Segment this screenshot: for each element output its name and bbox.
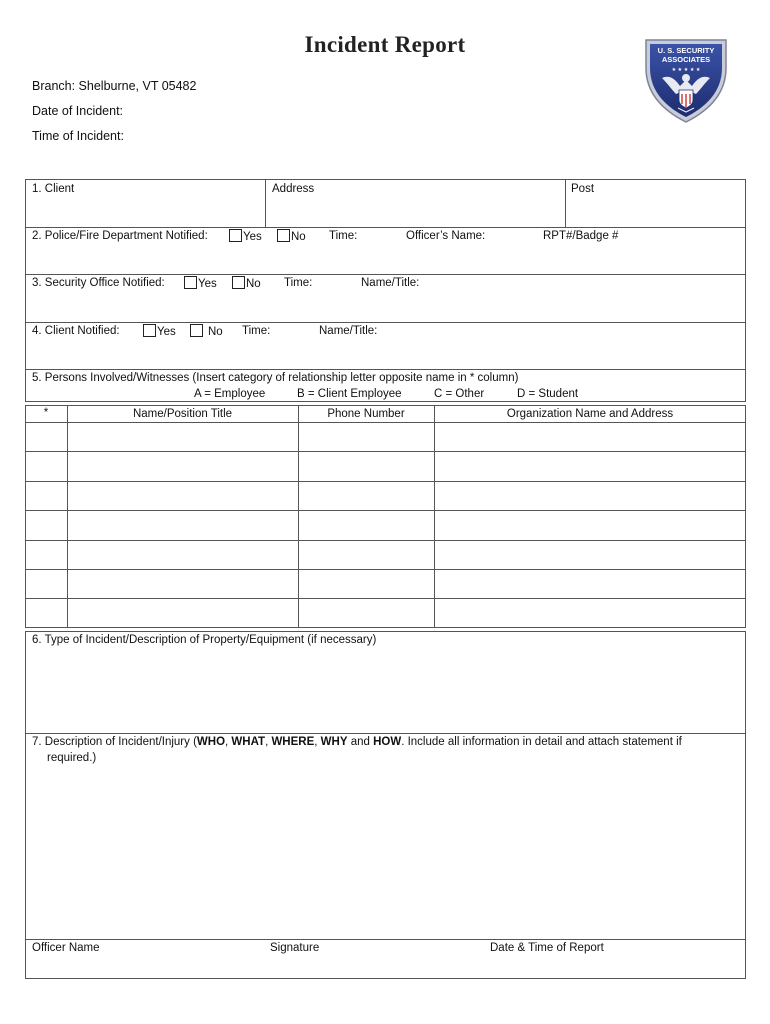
date-of-incident-label: Date of Incident: [32, 104, 124, 118]
svg-text:U. S. SECURITY: U. S. SECURITY [657, 46, 715, 55]
branch-line: Branch: Shelburne, VT 05482 [32, 79, 197, 93]
table-header-category: * [43, 407, 49, 419]
category-d-label: D = Student [517, 388, 579, 400]
client-notified-label: 4. Client Notified: [32, 325, 120, 337]
client-yes-checkbox[interactable] [143, 324, 156, 337]
incident-description-label-line2: required.) [47, 752, 97, 764]
signature-label: Signature [270, 942, 320, 954]
category-c-label: C = Other [434, 388, 485, 400]
client-no-label: No [208, 326, 223, 338]
security-no-option[interactable] [232, 276, 261, 290]
client-label: 1. Client [32, 183, 75, 195]
client-time-label: Time: [242, 325, 271, 337]
form-bottom-section [25, 631, 746, 979]
police-fire-notified-label: 2. Police/Fire Department Notified: [32, 230, 208, 242]
security-no-label: No [246, 278, 261, 290]
client-yes-option[interactable] [143, 324, 176, 338]
security-no-checkbox[interactable] [232, 276, 245, 289]
police-no-option[interactable] [277, 229, 306, 243]
police-yes-label: Yes [243, 231, 262, 243]
table-header-phone: Phone Number [327, 408, 405, 420]
client-name-title-label: Name/Title: [319, 325, 378, 337]
persons-involved-label: 5. Persons Involved/Witnesses (Insert category of relationship letter opposite name in * column) [32, 372, 519, 384]
rpt-badge-label: RPT#/Badge # [543, 230, 619, 242]
address-label: Address [272, 183, 315, 195]
officer-name-label: Officer’s Name: [406, 230, 486, 242]
security-name-title-label: Name/Title: [361, 277, 420, 289]
incident-description-label: 7. Description of Incident/Injury (WHO, WHAT, WHERE, WHY and HOW. Include all information in detail and attach statement if [32, 736, 682, 748]
police-yes-option[interactable] [229, 229, 262, 243]
category-a-label: A = Employee [194, 388, 266, 400]
security-associates-logo [642, 38, 730, 124]
client-yes-label: Yes [157, 326, 176, 338]
table-header-name: Name/Position Title [132, 408, 233, 420]
police-time-label: Time: [329, 230, 358, 242]
security-yes-option[interactable] [184, 276, 217, 290]
security-time-label: Time: [284, 277, 313, 289]
page-title: Incident Report [304, 32, 466, 57]
police-no-checkbox[interactable] [277, 229, 290, 242]
svg-text:ASSOCIATES: ASSOCIATES [661, 55, 711, 64]
police-no-label: No [291, 231, 306, 243]
security-yes-checkbox[interactable] [184, 276, 197, 289]
officer-name-footer-label: Officer Name [32, 942, 100, 954]
category-b-label: B = Client Employee [297, 388, 402, 400]
post-label: Post [571, 183, 595, 195]
police-yes-checkbox[interactable] [229, 229, 242, 242]
svg-text:★ ★ ★ ★ ★: ★ ★ ★ ★ ★ [671, 67, 701, 73]
table-header-organization: Organization Name and Address [506, 408, 674, 420]
client-no-option[interactable] [190, 324, 223, 338]
client-no-checkbox[interactable] [190, 324, 203, 337]
security-yes-label: Yes [198, 278, 217, 290]
date-time-of-report-label: Date & Time of Report [490, 942, 604, 954]
persons-table [25, 405, 746, 628]
incident-type-label: 6. Type of Incident/Description of Property/Equipment (if necessary) [32, 634, 377, 646]
security-office-notified-label: 3. Security Office Notified: [32, 277, 165, 289]
time-of-incident-label: Time of Incident: [32, 129, 124, 143]
